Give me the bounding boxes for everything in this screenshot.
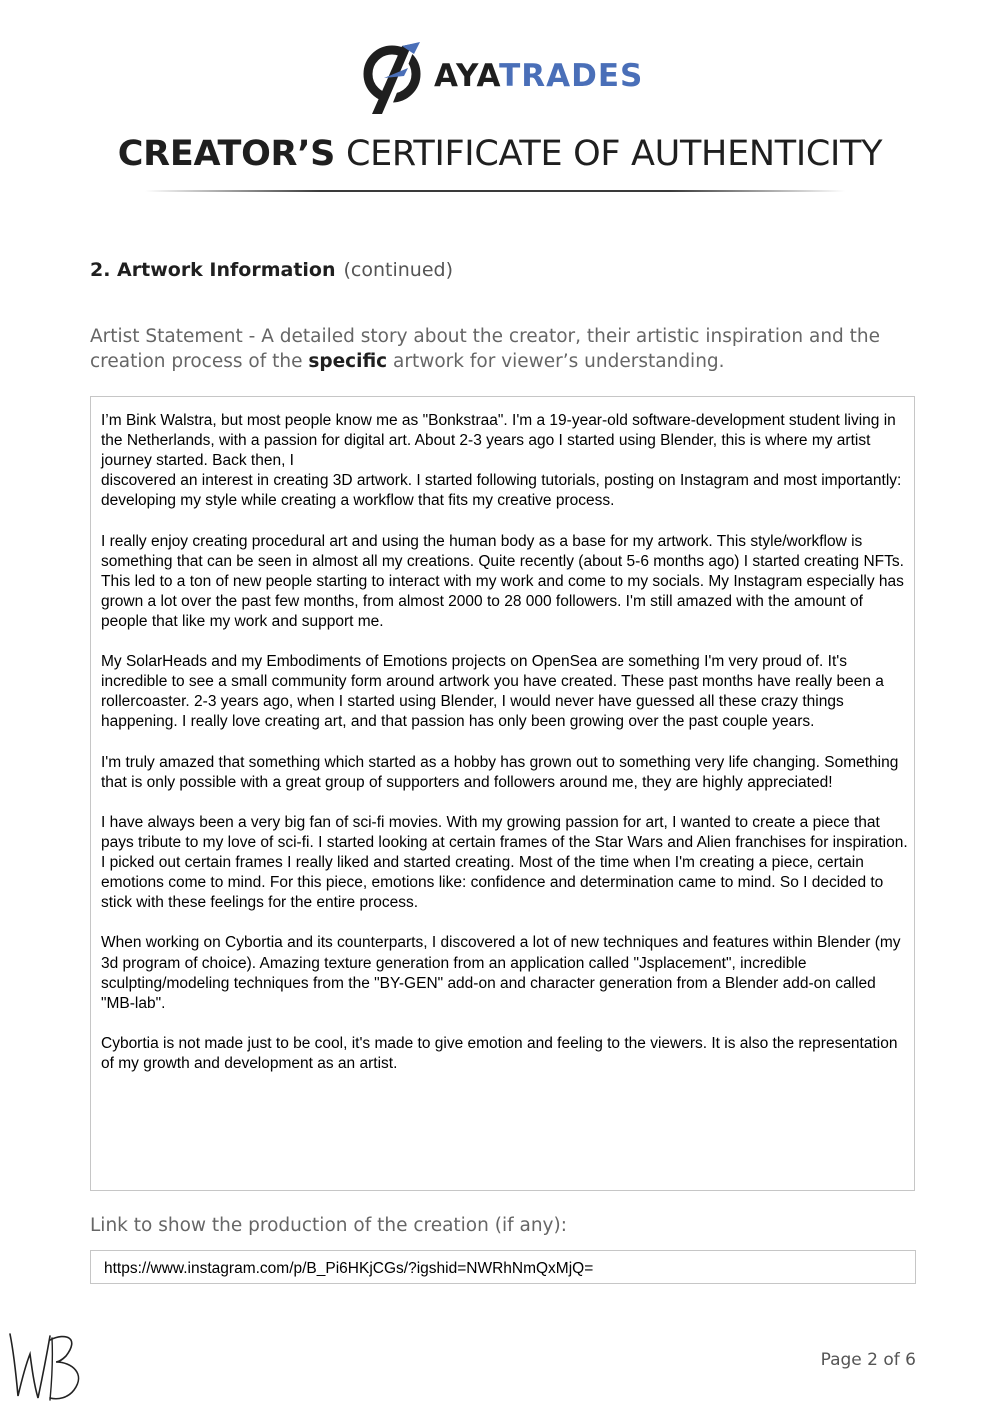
- certificate-title: [0, 134, 1000, 174]
- section-heading-title: 2. Artwork Information: [90, 259, 336, 281]
- certificate-title-rest: CERTIFICATE OF AUTHENTICITY: [345, 134, 883, 174]
- ayatrades-logo-icon: [362, 38, 424, 118]
- page-number: Page 2 of 6: [820, 1350, 916, 1370]
- brand-logo: [362, 38, 642, 118]
- production-link-value[interactable]: https://www.instagram.com/p/B_Pi6HKjCGs/?igshid=NWRhNmQxMjQ=: [104, 1260, 594, 1277]
- statement-paragraph-8: Cybortia is not made just to be cool, it's made to give emotion and feeling to the viewers. It is also the representation of my growth and development as an artist.: [101, 1034, 898, 1072]
- section-heading-continued: (continued): [343, 259, 454, 281]
- artist-statement-text: [101, 411, 909, 1094]
- brand-wordmark: [434, 58, 643, 94]
- statement-paragraph-6: I have always been a very big fan of sci-fi movies. With my growing passion for art, I wanted to create a piece that pays tribute to my love of sci-fi. I started looking at certain frames of the Star Wars and Alien franchises for inspiration. I picked out certain frames I really liked and started creating. Most of the time when I'm creating a piece, certain emotions come to mind. For this piece, emotions like: confidence and determination came to mind. So I decided to stick with these feelings for the entire process.: [101, 813, 908, 912]
- statement-paragraph-2: discovered an interest in creating 3D artwork. I started following tutorials, posting on Instagram and most importantly: developing my style while creating a workflow that fits my creative process.: [101, 472, 902, 510]
- statement-paragraph-3: I really enjoy creating procedural art and using the human body as a base for my artwork. This style/workflow is something that can be seen in almost all my creations. Quite recently (about 5-6 months ago) I started creating NFTs. This led to a ton of new people starting to interact with my work and come to my socials. My Instagram especially has grown a lot over the past few months, from almost 2000 to 28 000 followers. I'm still amazed with the amount of people that like my work and support me.: [101, 532, 904, 630]
- section-heading: [90, 259, 453, 281]
- production-link-label: Link to show the production of the creation (if any):: [90, 1215, 567, 1236]
- artist-statement-label-part1: Artist Statement - A detailed story about the creator, their artistic inspiration and the creation process of the: [90, 326, 881, 372]
- signature-initials-wb: [6, 1324, 86, 1404]
- production-link-field[interactable]: [90, 1250, 916, 1284]
- artist-statement-label: [90, 324, 920, 374]
- statement-paragraph-4: My SolarHeads and my Embodiments of Emotions projects on OpenSea are something I'm very proud of. It's incredible to see a small community form around artwork you have created. These past months have really been a rollercoaster. 2-3 years ago, when I started using Blender, I would never have guessed all these crazy things happening. I really love creating art, and that passion has only been growing over the past couple years.: [101, 653, 884, 731]
- brand-name-part2: TRADES: [499, 58, 644, 94]
- title-divider: [145, 190, 845, 192]
- certificate-title-bold: CREATOR’S: [117, 134, 336, 174]
- statement-paragraph-5: I'm truly amazed that something which started as a hobby has grown out to something very life changing. Something that is only possible with a great group of supporters and followers around me, they are highly appreciated!: [101, 753, 899, 791]
- statement-paragraph-1: I’m Bink Walstra, but most people know me as "Bonkstraa". I'm a 19-year-old software-development student living in the Netherlands, with a passion for digital art. About 2-3 years ago I started using Blender, this is where my artist journey started. Back then, I: [101, 412, 896, 470]
- statement-paragraph-7: When working on Cybortia and its counterparts, I discovered a lot of new techniques and features within Blender (my 3d program of choice). Amazing texture generation from an application called "Jsplacement", incredible sculpting/modeling techniques from the "BY-GEN" add-on and character generation from a Blender add-on called "MB-lab".: [101, 934, 901, 1012]
- artist-statement-label-part2: artwork for viewer’s understanding.: [393, 351, 725, 372]
- brand-name-part1: AYA: [434, 58, 500, 94]
- artist-statement-box[interactable]: [90, 396, 915, 1191]
- artist-statement-label-bold: specific: [308, 351, 388, 372]
